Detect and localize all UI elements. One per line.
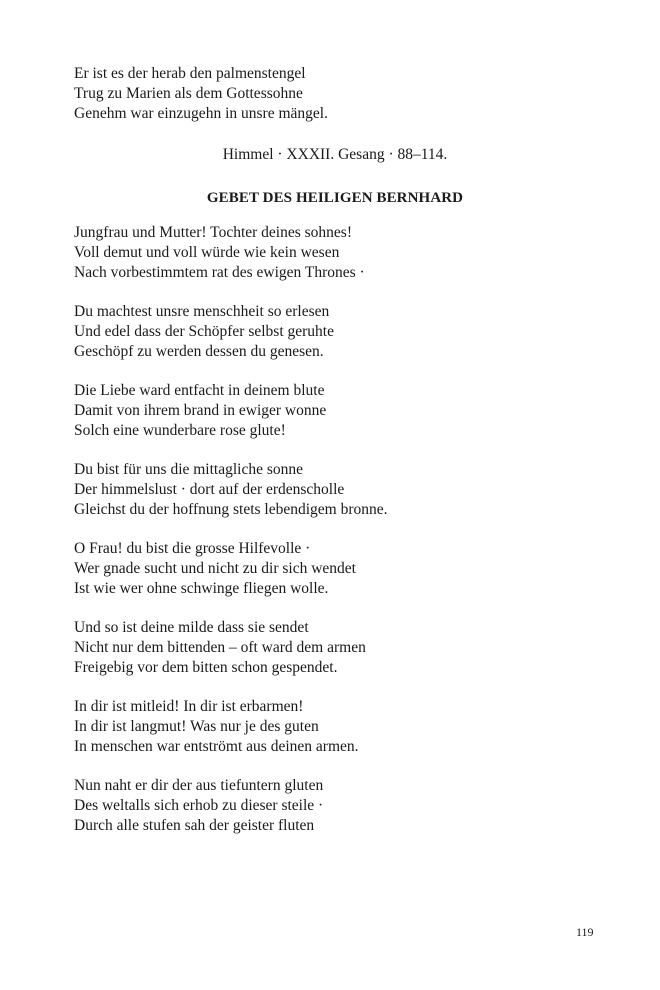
intro-line: Genehm war einzugehn in unsre mängel. <box>74 105 328 122</box>
verse-line: Freigebig vor dem bitten schon gespendet. <box>74 659 338 676</box>
verse-line: Du machtest unsre menschheit so erlesen <box>74 303 330 320</box>
stanza-6 <box>74 618 594 678</box>
verse-line: Nun naht er dir der aus tiefuntern gluten <box>74 777 324 794</box>
verse-line: In dir ist langmut! Was nur je des guten <box>74 718 319 735</box>
verse-line: In dir ist mitleid! In dir ist erbarmen! <box>74 698 304 715</box>
stanza-3 <box>74 381 594 441</box>
verse-line: Der himmelslust · dort auf der erdenscholle <box>74 481 345 498</box>
stanza-7 <box>74 697 594 757</box>
source-reference-text: Himmel · XXXII. Gesang · 88–114. <box>222 146 448 163</box>
verse-line: Gleichst du der hoffnung stets lebendigem bronne. <box>74 501 388 518</box>
verse-line: Voll demut und voll würde wie kein wesen <box>74 244 340 261</box>
intro-line: Trug zu Marien als dem Gottessohne <box>74 85 303 102</box>
stanza-4 <box>74 460 594 520</box>
verse-line: Die Liebe ward entfacht in deinem blute <box>74 382 325 399</box>
page-number: 119 <box>576 925 594 939</box>
verse-line: Damit von ihrem brand in ewiger wonne <box>74 402 327 419</box>
verse-line: Und so ist deine milde dass sie sendet <box>74 619 309 636</box>
verse-line: Geschöpf zu werden dessen du genesen. <box>74 343 324 360</box>
verse-line: Und edel dass der Schöpfer selbst geruhte <box>74 323 334 340</box>
verse-line: Nach vorbestimmtem rat des ewigen Thrones · <box>74 264 365 281</box>
stanza-2 <box>74 302 594 362</box>
poem-body <box>74 223 594 855</box>
poem-title <box>0 188 660 208</box>
verse-line: Durch alle stufen sah der geister fluten <box>74 817 315 834</box>
poem-title-text: GEBET DES HEILIGEN BERNHARD <box>206 190 464 206</box>
stanza-5 <box>74 539 594 599</box>
verse-line: Wer gnade sucht und nicht zu dir sich wendet <box>74 560 356 577</box>
stanza-8 <box>74 776 594 836</box>
verse-line: Ist wie wer ohne schwinge fliegen wolle. <box>74 580 329 597</box>
verse-line: Jungfrau und Mutter! Tochter deines sohnes! <box>74 224 352 241</box>
source-reference <box>0 145 660 165</box>
verse-line: In menschen war entströmt aus deinen armen. <box>74 738 359 755</box>
verse-line: Solch eine wunderbare rose glute! <box>74 422 286 439</box>
intro-stanza <box>74 64 594 124</box>
verse-line: Nicht nur dem bittenden – oft ward dem armen <box>74 639 366 656</box>
verse-line: Des weltalls sich erhob zu dieser steile · <box>74 797 324 814</box>
verse-line: O Frau! du bist die grosse Hilfevolle · <box>74 540 311 557</box>
stanza-1 <box>74 223 594 283</box>
verse-line: Du bist für uns die mittagliche sonne <box>74 461 304 478</box>
intro-line: Er ist es der herab den palmenstengel <box>74 65 306 82</box>
